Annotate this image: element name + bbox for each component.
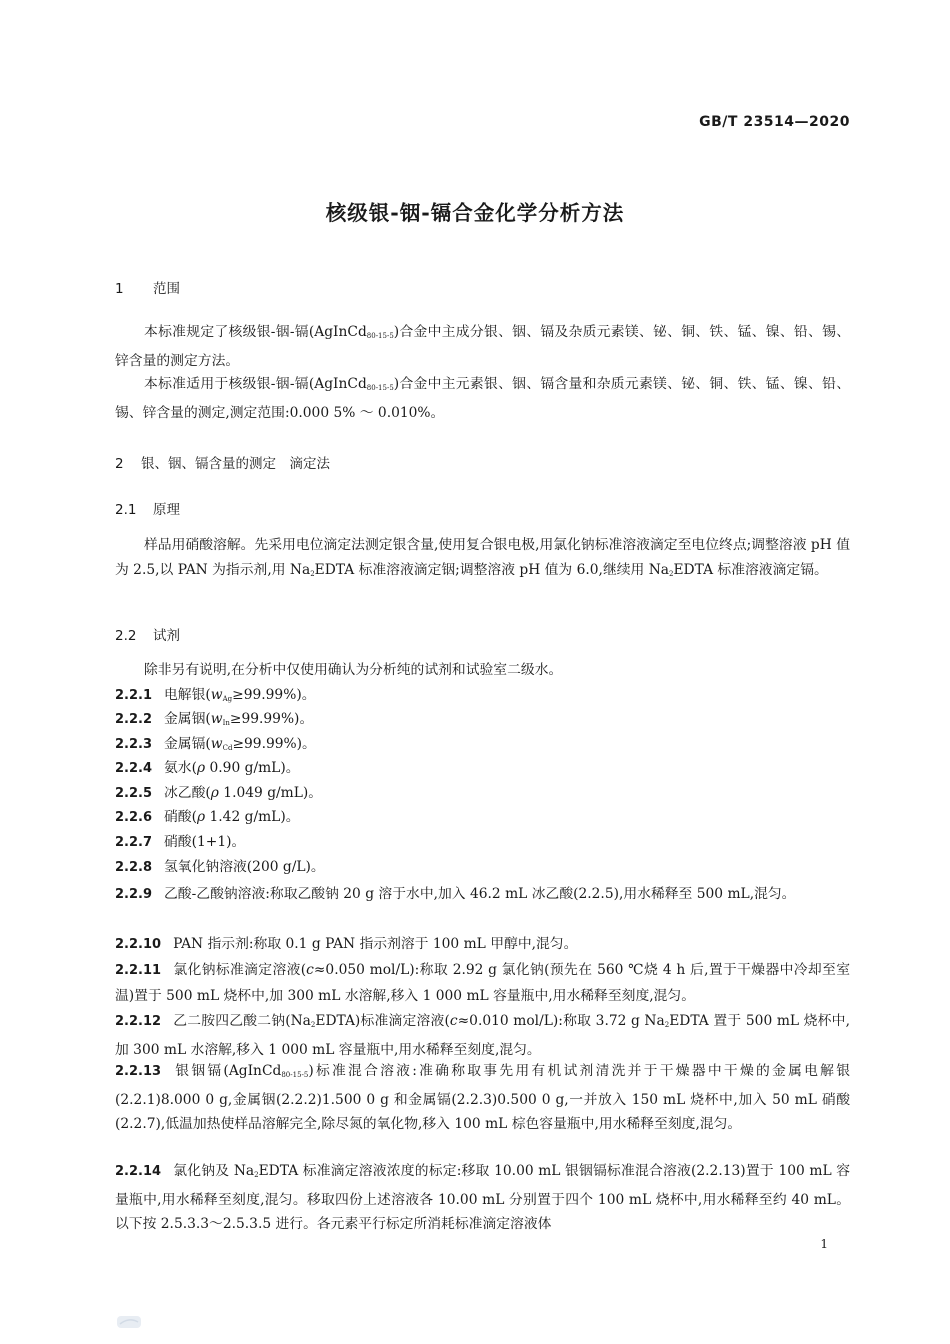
subscript: Cd: [222, 744, 233, 752]
subscript: 80-15-5: [366, 384, 394, 392]
standard-number: GB/T 23514—2020: [699, 114, 850, 130]
text: 氨水(: [164, 760, 197, 776]
text: 0.90 g/mL)。: [205, 760, 300, 776]
text: 1.42 g/mL)。: [205, 809, 300, 825]
clause-2-2-5: [115, 781, 850, 807]
text: ≈0.010 mol/L):称取 3.72 g Na: [457, 1013, 665, 1029]
subscript: 80-15-5: [281, 1071, 309, 1079]
text: )合金中主元素银、铟、镉含量和杂质元素镁、铋、铜、铁、锰、镍、铅、锡、锌含量的测定,测定范围:0.000 5% ～ 0.010%。: [115, 376, 850, 421]
scope-paragraph-2: [115, 372, 850, 425]
text: ≥99.99%)。: [229, 711, 314, 727]
text: EDTA)标准滴定溶液(: [315, 1013, 450, 1029]
clause-2-2-11: [115, 958, 850, 1008]
symbol: ρ: [197, 760, 206, 776]
section-title: 原理: [153, 502, 180, 518]
text: 冰乙酸(: [164, 785, 211, 801]
clause-2-2-8: [115, 855, 850, 881]
subscript: 80-15-5: [366, 332, 394, 340]
text: 银铟镉(AgInCd: [173, 1063, 282, 1079]
clause-2-2-12: [115, 1009, 850, 1062]
subscript: Ag: [222, 695, 233, 703]
symbol: w: [210, 711, 223, 727]
symbol: ρ: [197, 809, 206, 825]
clause-2-2-6: [115, 805, 850, 831]
text: 氯化钠及 Na: [173, 1163, 255, 1179]
text: 乙二胺四乙酸二钠(Na: [173, 1013, 311, 1029]
clause-number: 2.2.8: [115, 860, 153, 875]
text: 硝酸(: [164, 809, 197, 825]
clause-number: 2.2.7: [115, 835, 153, 850]
clause-2-2-7: [115, 830, 850, 856]
clause-number: 2.2.13: [115, 1064, 162, 1079]
text: 电解银(: [164, 687, 211, 703]
symbol: w: [210, 687, 223, 703]
text: 本标准规定了核级银-铟-镉(AgInCd: [144, 324, 367, 340]
section-number: 2: [115, 456, 124, 472]
section-2-2-heading: [115, 624, 180, 644]
text: EDTA 标准溶液滴定铟;调整溶液 pH 值为 6.0,继续用 Na: [314, 561, 670, 578]
clause-2-2-9: [115, 882, 850, 908]
reagents-intro: 除非另有说明,在分析中仅使用确认为分析纯的试剂和试验室二级水。: [144, 662, 563, 678]
clause-number: 2.2.3: [115, 737, 153, 752]
text: 乙酸-乙酸钠溶液:称取乙酸钠 20 g 溶于水中,加入 46.2 mL 冰乙酸(2.2.5),用水稀释至 500 mL,混匀。: [164, 886, 796, 902]
clause-number: 2.2.14: [115, 1164, 162, 1179]
text: ≈0.050 mol/L):称取 2.92 g 氯化钠(预先在 560 ℃烧 4 h 后,置于干燥器中冷却至室温)置于 500 mL 烧杯中,加 300 mL 水溶解,移入 1 000 mL 容量瓶中,用水稀释至刻度,混匀。: [115, 962, 850, 1004]
section-number: 1: [115, 281, 124, 297]
text: 金属镉(: [164, 736, 211, 752]
section-2-1-heading: [115, 498, 180, 518]
publisher-logo: [116, 1314, 142, 1330]
symbol: c: [306, 962, 314, 978]
section-title: 试剂: [153, 628, 180, 644]
clause-number: 2.2.6: [115, 810, 153, 825]
clause-2-2-10: [115, 932, 850, 958]
subscript: 2: [310, 1021, 316, 1029]
subscript: 2: [310, 569, 315, 578]
symbol: c: [449, 1013, 458, 1029]
text: 样品用硝酸溶解。先采用电位滴定法测定银含量,使用复合银电极,用氯化钠标准溶液滴定至电位终点;调整溶液 pH 值为 2.5,以 PAN 为指示剂,用 Na: [115, 537, 850, 578]
text: PAN 指示剂:称取 0.1 g PAN 指示剂溶于 100 mL 甲醇中,混匀。: [173, 936, 578, 952]
subscript: 2: [669, 569, 674, 578]
clause-number: 2.2.5: [115, 786, 153, 801]
document-title: 核级银-铟-镉合金化学分析方法: [325, 201, 625, 225]
clause-number: 2.2.11: [115, 963, 162, 978]
clause-number: 2.2.12: [115, 1014, 162, 1029]
scope-paragraph-1: [115, 320, 850, 373]
principle-paragraph: [115, 533, 850, 586]
clause-number: 2.2.10: [115, 937, 162, 952]
section-2-heading: [115, 452, 330, 472]
text: 本标准适用于核级银-铟-镉(AgInCd: [144, 376, 367, 392]
clause-2-2-4: [115, 756, 850, 782]
subscript: In: [222, 719, 230, 727]
section-title: 银、铟、镉含量的测定 滴定法: [141, 456, 330, 472]
subscript: 2: [254, 1171, 259, 1179]
text: 硝酸(1+1)。: [164, 834, 246, 850]
text: 金属铟(: [164, 711, 211, 727]
clause-number: 2.2.9: [115, 887, 153, 902]
text: ≥99.99%)。: [232, 736, 316, 752]
text: EDTA 标准滴定溶液浓度的标定:移取 10.00 mL 银铟镉标准混合溶液(2.2.13)置于 100 mL 容量瓶中,用水稀释至刻度,混匀。移取四份上述溶液各 10.00 mL 分别置于四个 100 mL 烧杯中,用水稀释至约 40 mL。以下按 2.5.3.3～2.5.3.5 进行。各元素平行标定所消耗标准滴定溶液体: [115, 1163, 850, 1232]
subscript: 2: [664, 1021, 670, 1029]
symbol: w: [210, 736, 223, 752]
section-number: 2.1: [115, 502, 137, 518]
text: )标准混合溶液:准确称取事先用有机试剂清洗并于干燥器中干燥的金属电解银(2.2.1)8.000 0 g,金属铟(2.2.2)1.500 0 g 和金属镉(2.2.3)0.500 0 g,一并放入 150 mL 烧杯中,加入 50 mL 硝酸(2.2.7),低温加热使样品溶解完全,除尽氮的氧化物,移入 100 mL 棕色容量瓶中,用水稀释至刻度,混匀。: [115, 1063, 851, 1132]
section-title: 范围: [153, 281, 180, 297]
clause-number: 2.2.4: [115, 761, 153, 776]
page-number: 1: [820, 1237, 828, 1251]
text: ≥99.99%)。: [232, 687, 316, 703]
section-1-heading: [115, 277, 180, 297]
text: 氯化钠标准滴定溶液(: [173, 962, 307, 978]
text: 氢氧化钠溶液(200 g/L)。: [164, 859, 325, 875]
clause-number: 2.2.2: [115, 712, 153, 727]
clause-2-2-14: [115, 1159, 850, 1237]
text: )合金中主成分银、铟、镉及杂质元素镁、铋、铜、铁、锰、镍、铅、锡、锌含量的测定方法。: [115, 324, 850, 369]
clause-number: 2.2.1: [115, 688, 153, 703]
section-number: 2.2: [115, 628, 137, 644]
text: 1.049 g/mL)。: [218, 785, 323, 801]
text: EDTA 标准溶液滴定镉。: [673, 561, 828, 578]
text: EDTA 置于 500 mL 烧杯中,加 300 mL 水溶解,移入 1 000 mL 容量瓶中,用水稀释至刻度,混匀。: [115, 1013, 851, 1058]
symbol: ρ: [210, 785, 219, 801]
clause-2-2-13: [115, 1059, 850, 1137]
